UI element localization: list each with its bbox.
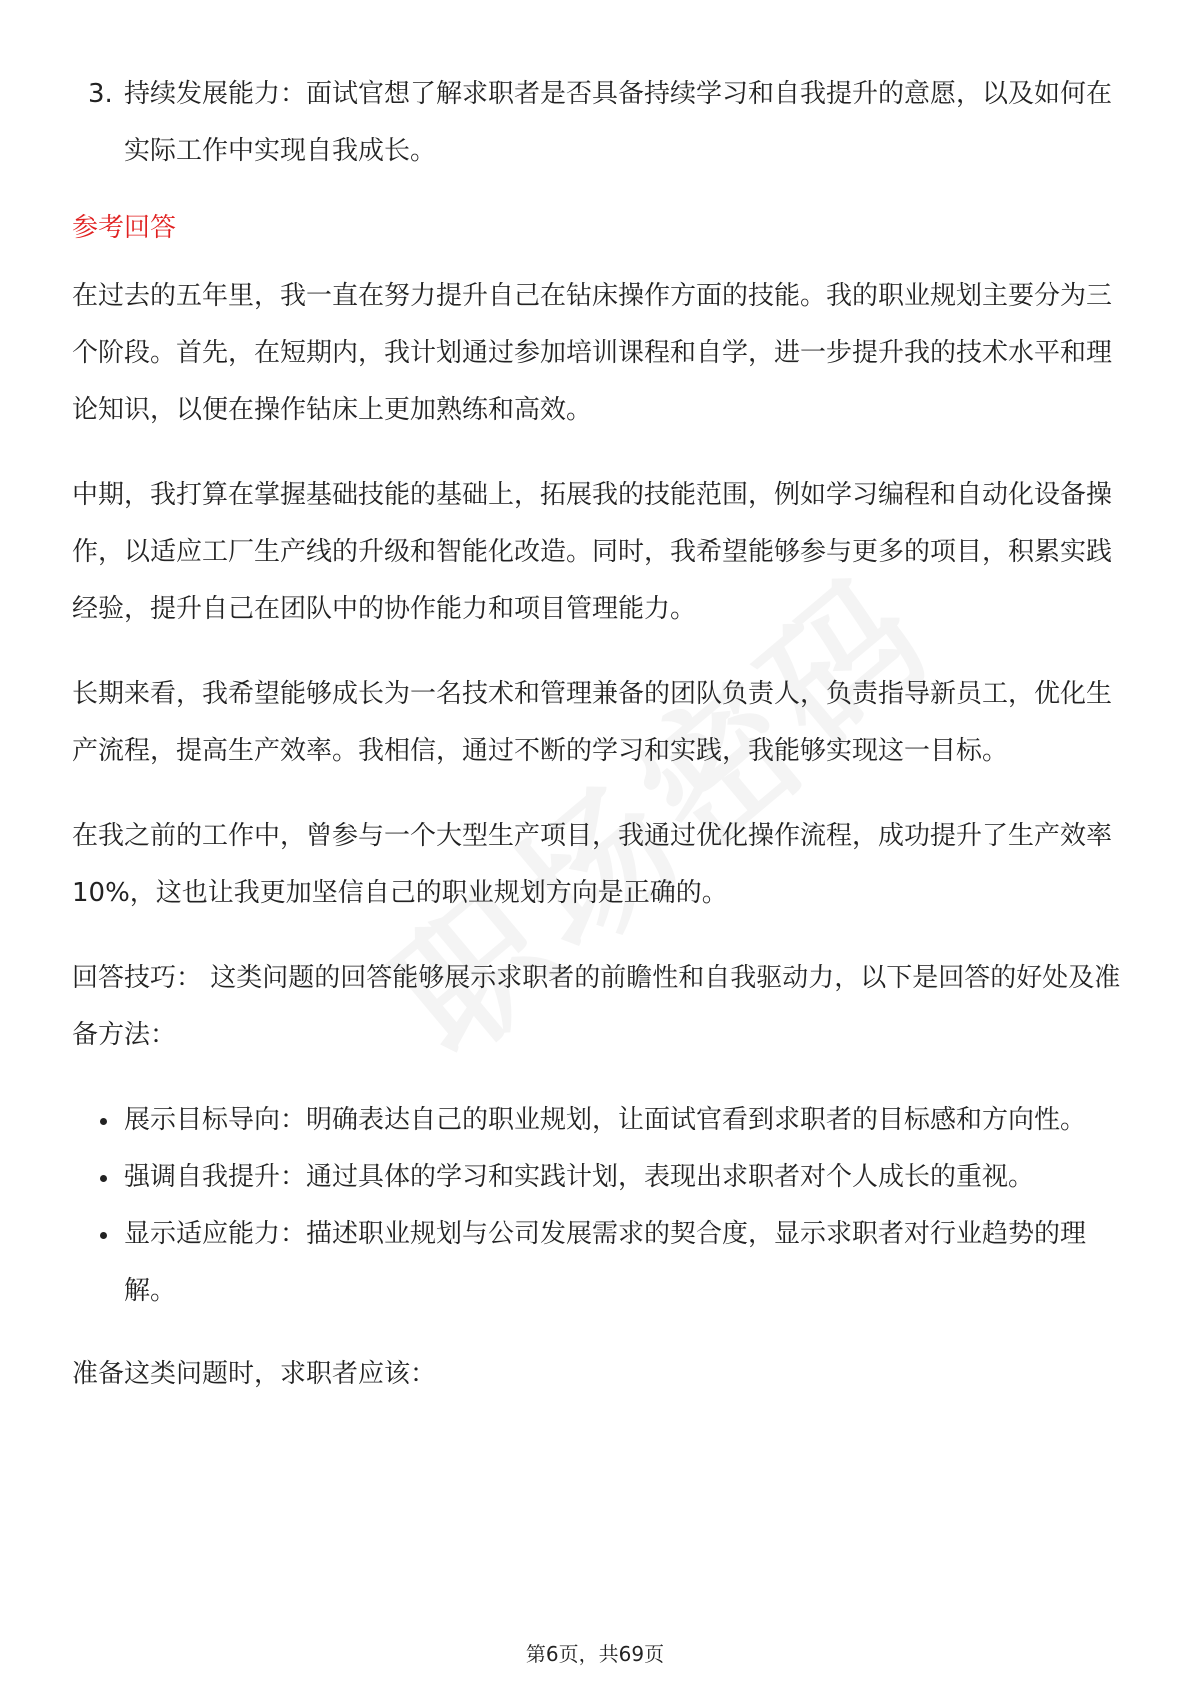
tips-closing: 准备这类问题时，求职者应该： [72,1359,437,1389]
list-item-text: 显示适应能力：描述职业规划与公司发展需求的契合度，显示求职者对行业趋势的理解。 [124,1219,1087,1306]
page-content [72,66,1132,1431]
page-number: 第6页，共69页 [525,1642,665,1666]
item-text: 持续发展能力：面试官想了解求职者是否具备持续学习和自我提升的意愿，以及如何在实际工作中实现自我成长。 [124,79,1113,166]
answer-paragraph: 长期来看，我希望能够成长为一名技术和管理兼备的团队负责人，负责指导新员工，优化生产流程，提高生产效率。我相信，通过不断的学习和实践，我能够实现这一目标。 [72,679,1113,766]
list-item [72,1206,1132,1320]
item-number: 3. [88,79,113,109]
tips-list [72,1092,1132,1320]
tips-intro: 回答技巧： 这类问题的回答能够展示求职者的前瞻性和自我驱动力，以下是回答的好处及准备方法： [72,963,1121,1050]
answer-paragraph: 在我之前的工作中，曾参与一个大型生产项目，我通过优化操作流程，成功提升了生产效率10%，这也让我更加坚信自己的职业规划方向是正确的。 [72,821,1113,908]
list-item-text: 展示目标导向：明确表达自己的职业规划，让面试官看到求职者的目标感和方向性。 [124,1105,1087,1135]
list-item [72,1149,1132,1206]
bullet-icon [72,1149,124,1206]
bullet-icon [72,1092,124,1149]
answer-paragraph: 中期，我打算在掌握基础技能的基础上，拓展我的技能范围，例如学习编程和自动化设备操作，以适应工厂生产线的升级和智能化改造。同时，我希望能够参与更多的项目，积累实践经验，提升自己在团队中的协作能力和项目管理能力。 [72,480,1113,624]
reference-answer-title: 参考回答 [72,213,177,243]
numbered-item-3 [72,66,1132,180]
list-item [72,1092,1132,1149]
answer-paragraph: 在过去的五年里，我一直在努力提升自己在钻床操作方面的技能。我的职业规划主要分为三个阶段。首先，在短期内，我计划通过参加培训课程和自学，进一步提升我的技术水平和理论知识，以便在操作钻床上更加熟练和高效。 [72,281,1113,425]
bullet-icon [72,1206,124,1320]
list-item-text: 强调自我提升：通过具体的学习和实践计划，表现出求职者对个人成长的重视。 [124,1162,1035,1192]
